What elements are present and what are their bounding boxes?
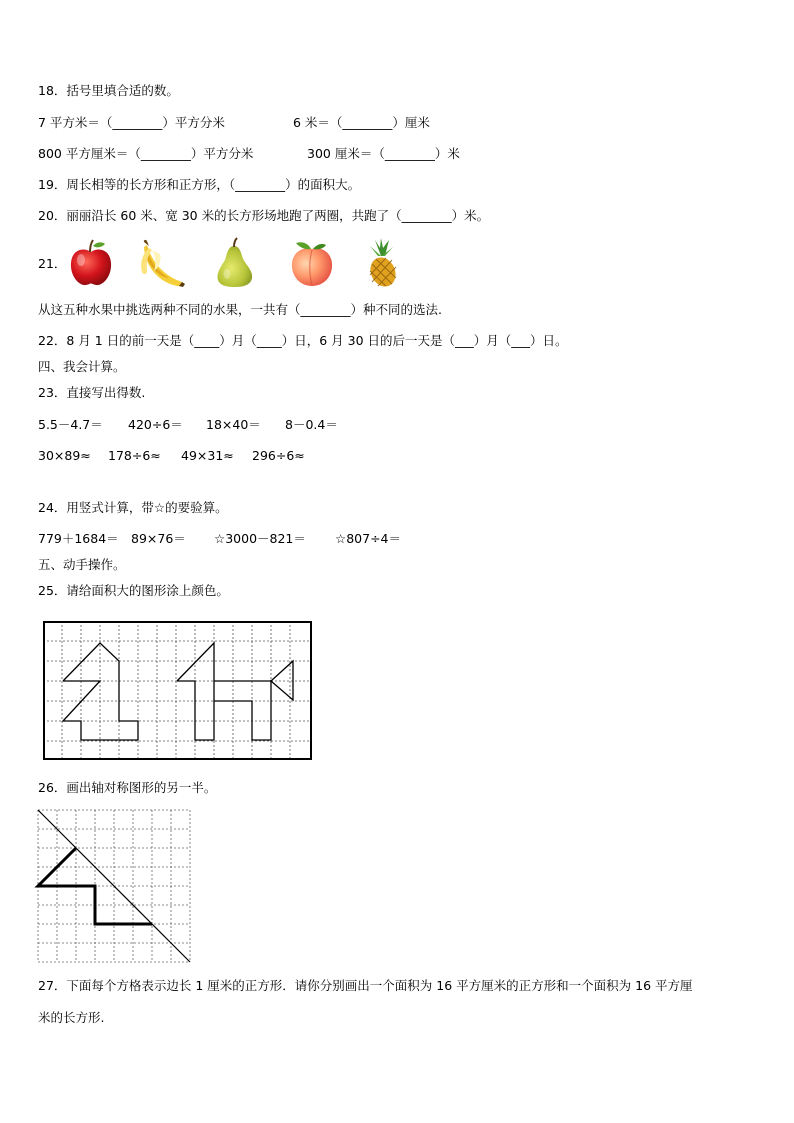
q23-r2-c3: 49×31≈ [181, 448, 234, 463]
q27-line2: 米的长方形. [38, 1010, 105, 1025]
q20: 20．丽丽沿长 60 米、宽 30 米的长方形场地跑了两圈，共跑了（________）米。 [38, 208, 490, 223]
q23-title: 23．直接写出得数. [38, 385, 146, 400]
q21-text: 从这五种水果中挑选两种不同的水果，一共有（________）种不同的选法. [38, 302, 442, 317]
q24-c3: ☆3000－821＝ [214, 531, 306, 546]
q26-grid-figure [38, 810, 190, 963]
q25-grid-figure [43, 621, 313, 761]
q23-r2-c4: 296÷6≈ [252, 448, 305, 463]
q23-r1-c1: 5.5－4.7＝ [38, 417, 103, 432]
q24-c4: ☆807÷4＝ [335, 531, 401, 546]
q18-a: 7 平方米＝（________）平方分米 [38, 115, 225, 130]
q24-c1: 779＋1684＝ [38, 531, 119, 546]
q23-r2-c1: 30×89≈ [38, 448, 91, 463]
q26-title: 26．画出轴对称图形的另一半。 [38, 780, 217, 795]
q18-d: 300 厘米＝（________）米 [307, 146, 460, 161]
q18-c: 800 平方厘米＝（________）平方分米 [38, 146, 254, 161]
q27-line1: 27．下面每个方格表示边长 1 厘米的正方形．请你分别画出一个面积为 16 平方厘米的正方形和一个面积为 16 平方厘 [38, 978, 693, 993]
q23-r2-c2: 178÷6≈ [108, 448, 161, 463]
q23-r1-c3: 18×40＝ [206, 417, 261, 432]
q18-title: 18．括号里填合适的数。 [38, 83, 179, 98]
pear-icon [210, 238, 260, 288]
section4-heading: 四、我会计算。 [38, 359, 126, 374]
section5-heading: 五、动手操作。 [38, 557, 126, 572]
q18-b: 6 米＝（________）厘米 [293, 115, 430, 130]
pineapple-icon [356, 238, 406, 288]
q19: 19．周长相等的长方形和正方形，（________）的面积大。 [38, 177, 361, 192]
q21-number: 21． [38, 256, 67, 271]
banana-icon [136, 238, 186, 288]
apple-icon [66, 238, 116, 288]
q25-title: 25．请给面积大的图形涂上颜色。 [38, 583, 229, 598]
q23-r1-c4: 8－0.4＝ [285, 417, 338, 432]
q22: 22．8 月 1 日的前一天是（____）月（____）日，6 月 30 日的后一天是（___）月（___）日。 [38, 333, 568, 348]
peach-icon [287, 238, 337, 288]
q24-c2: 89×76＝ [131, 531, 186, 546]
q24-title: 24．用竖式计算，带☆的要验算。 [38, 500, 228, 515]
q23-r1-c2: 420÷6＝ [128, 417, 183, 432]
